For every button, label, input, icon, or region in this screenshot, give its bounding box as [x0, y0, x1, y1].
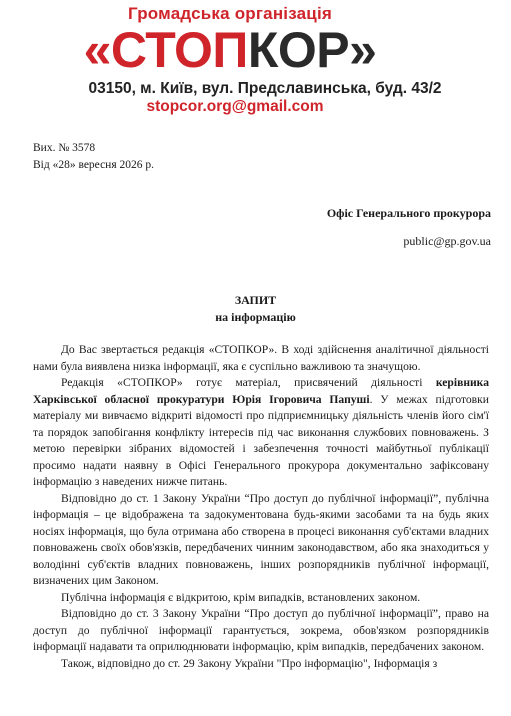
- reference-date: Від «28» вересня 2026 р.: [33, 159, 154, 171]
- org-name-part1: «СТОП: [83, 22, 248, 78]
- title-line2: на інформацію: [215, 310, 296, 324]
- paragraph-6: Також, відповідно до ст. 29 Закону України "Про інформацію", Інформація з: [61, 656, 438, 670]
- letter-body: [33, 342, 489, 672]
- reference-block: [33, 140, 154, 174]
- document-title: [0, 292, 511, 326]
- paragraph-2-start: Редакція «СТОПКОР» готує матеріал, присвячений діяльності: [61, 376, 436, 389]
- org-name-part2: КОР»: [247, 22, 377, 78]
- paragraph-2-bold: керівника Харківської обласної прокуратури Юрія Ігоровича Папуші: [33, 376, 489, 406]
- org-type: Громадська організація: [128, 4, 332, 23]
- reference-number: Вих. № 3578: [33, 142, 96, 154]
- recipient-name: Офіс Генерального прокурора: [326, 206, 491, 220]
- paragraph-1: До Вас звертається редакція «СТОПКОР». В ході здійснення аналітичної діяльності нами була виявлена низка інформації, яка є суспільно важливою та значущою.: [33, 343, 489, 373]
- paragraph-5: Відповідно до ст. 3 Закону України “Про доступ до публічної інформації”, право на доступ до публічної інформації гарантується, зокрема, обов'язком розпорядників інформації надавати та оприлюднювати інформацію, крім випадків, передбачених законом.: [33, 607, 489, 653]
- org-address: 03150, м. Київ, вул. Предславинська, буд. 43/2: [88, 80, 442, 97]
- paragraph-2: [33, 375, 489, 491]
- paragraph-4: Публічна інформація є відкритою, крім випадків, встановлених законом.: [61, 590, 421, 604]
- org-email: stopcor.org@gmail.com: [146, 98, 324, 115]
- org-name: [0, 20, 460, 80]
- recipient-email: public@gp.gov.ua: [403, 234, 491, 248]
- paragraph-3: Відповідно до ст. 1 Закону України “Про доступ до публічної інформації”, публічна інформація – це відображена та задокументована будь-якими засобами та на будь яких носіях інформація, що була отримана або створена в процесі виконання суб'єктами владних повноважень своїх обов'язків, передбачених чинним законодавством, або яка знаходиться у володінні суб'єктів владних повноважень, інших розпорядників публічної інформації, визначених цим Законом.: [33, 491, 489, 587]
- title-line1: ЗАПИТ: [234, 293, 277, 307]
- paragraph-2-end: . У межах підготовки матеріалу ми вивчаємо відкриті відомості про підприємницьку діяльність членів його сім'ї та порядок запобігання конфлікту інтересів під час виконання службових повноважень. З метою перевірки зібраних відомостей і забезпечення точності майбутньої публікації просимо надати наявну в Офісі Генерального прокурора документально зафіксовану інформацію з наведених нижче питань.: [33, 392, 489, 488]
